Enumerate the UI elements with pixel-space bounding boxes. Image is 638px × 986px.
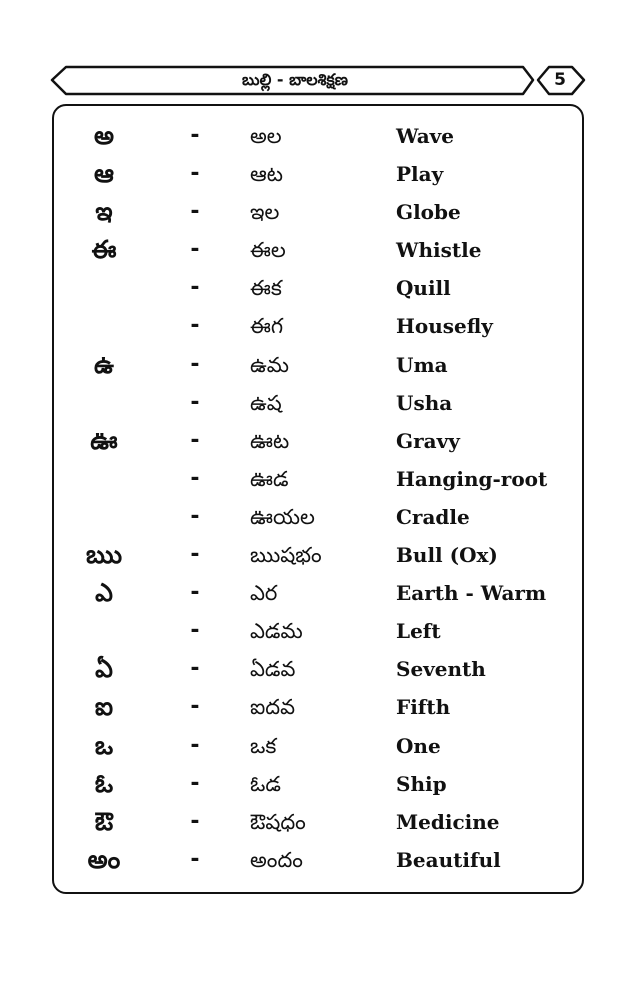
telugu-word: ఊయల — [250, 504, 315, 529]
telugu-word: ఎడమ — [250, 619, 303, 644]
separator-dash: - — [190, 275, 200, 301]
list-item — [0, 612, 638, 650]
list-item — [0, 117, 638, 155]
vowel-letter: ఋ — [85, 540, 123, 570]
separator-dash: - — [190, 656, 200, 682]
telugu-word: అందం — [250, 847, 303, 872]
vowel-letter: ఒ — [94, 730, 114, 760]
english-meaning: Globe — [396, 200, 461, 225]
english-meaning: Beautiful — [396, 847, 501, 872]
list-item — [0, 727, 638, 765]
telugu-word: ఎర — [250, 581, 278, 606]
english-meaning: Wave — [396, 124, 455, 148]
separator-dash: - — [190, 770, 200, 796]
list-item — [0, 688, 638, 726]
separator-dash: - — [190, 618, 200, 644]
telugu-word: ఈల — [250, 238, 286, 263]
english-meaning: Ship — [396, 771, 447, 796]
english-meaning: Cradle — [396, 504, 470, 529]
vowel-letter: ఐ — [94, 692, 114, 722]
separator-dash: - — [190, 846, 200, 872]
vowel-letter — [72, 384, 136, 422]
list-item — [0, 422, 638, 460]
english-meaning: One — [396, 733, 441, 758]
list-item — [0, 765, 638, 803]
list-item — [0, 650, 638, 688]
telugu-word: ఏడవ — [250, 657, 296, 682]
english-meaning: Play — [396, 162, 444, 187]
telugu-word: ఉమ — [250, 352, 289, 377]
page-title: బుల్లి - బాలశిక్షణ — [242, 70, 348, 89]
vowel-letter — [72, 612, 136, 650]
vowel-letter: ఆ — [94, 159, 114, 189]
list-item — [0, 574, 638, 612]
vowel-letter: అ — [93, 121, 114, 150]
list-item — [0, 231, 638, 269]
vowel-letter — [72, 307, 136, 345]
separator-dash: - — [190, 808, 200, 834]
separator-dash: - — [190, 503, 200, 529]
list-item — [0, 536, 638, 574]
english-meaning: Medicine — [396, 809, 500, 834]
english-meaning: Seventh — [396, 657, 486, 682]
separator-dash: - — [190, 427, 200, 453]
english-meaning: Usha — [396, 390, 453, 415]
vowel-letter: ఊ — [90, 425, 118, 455]
telugu-word: ఇల — [250, 200, 280, 225]
telugu-word: ఊడ — [250, 466, 289, 491]
telugu-word: ఆట — [250, 162, 283, 187]
list-item — [0, 384, 638, 422]
vowel-letter: ఎ — [95, 578, 113, 608]
vowel-letter — [72, 269, 136, 307]
list-item — [0, 193, 638, 231]
separator-dash: - — [190, 123, 200, 148]
list-item — [0, 307, 638, 345]
english-meaning: Whistle — [396, 238, 482, 263]
vowel-letter: ఇ — [95, 197, 113, 227]
telugu-word: ఐదవ — [250, 695, 296, 720]
english-meaning: Quill — [396, 276, 451, 301]
vowel-letter: ఔ — [94, 806, 114, 836]
vowel-letter: అం — [87, 844, 121, 874]
vowel-letter — [72, 498, 136, 536]
english-meaning: Fifth — [396, 695, 451, 720]
separator-dash: - — [190, 313, 200, 339]
separator-dash: - — [190, 237, 200, 263]
vowel-letter: ఈ — [91, 235, 117, 265]
vowel-letter: ఏ — [95, 654, 113, 684]
english-meaning: Hanging-root — [396, 466, 548, 491]
telugu-word: ఒక — [250, 733, 277, 758]
separator-dash: - — [190, 465, 200, 491]
telugu-word: ఈగ — [250, 314, 284, 339]
list-item — [0, 269, 638, 307]
telugu-word: అల — [250, 124, 282, 148]
separator-dash: - — [190, 389, 200, 415]
english-meaning: Earth - Warm — [396, 581, 547, 606]
list-item — [0, 803, 638, 841]
separator-dash: - — [190, 732, 200, 758]
separator-dash: - — [190, 161, 200, 187]
vowel-letter — [72, 460, 136, 498]
telugu-word: ఉష — [250, 390, 282, 415]
english-meaning: Left — [396, 619, 441, 644]
telugu-word: ఈక — [250, 276, 282, 301]
list-item — [0, 841, 638, 879]
list-item — [0, 346, 638, 384]
separator-dash: - — [190, 580, 200, 606]
telugu-word: ఓడ — [250, 771, 281, 796]
vowel-letter: ఉ — [94, 349, 114, 379]
separator-dash: - — [190, 542, 200, 568]
telugu-word: ఋషభం — [250, 543, 322, 568]
separator-dash: - — [190, 694, 200, 720]
vowel-word-list — [0, 117, 638, 879]
english-meaning: Bull (Ox) — [396, 543, 498, 568]
list-item — [0, 498, 638, 536]
page-number: 5 — [554, 70, 566, 90]
list-item — [0, 155, 638, 193]
list-item — [0, 460, 638, 498]
english-meaning: Uma — [396, 352, 448, 377]
telugu-word: ఔషధం — [250, 809, 306, 834]
vowel-letter: ఓ — [94, 768, 114, 798]
english-meaning: Housefly — [396, 314, 493, 339]
separator-dash: - — [190, 351, 200, 377]
separator-dash: - — [190, 199, 200, 225]
telugu-word: ఊట — [250, 428, 290, 453]
english-meaning: Gravy — [396, 428, 460, 453]
